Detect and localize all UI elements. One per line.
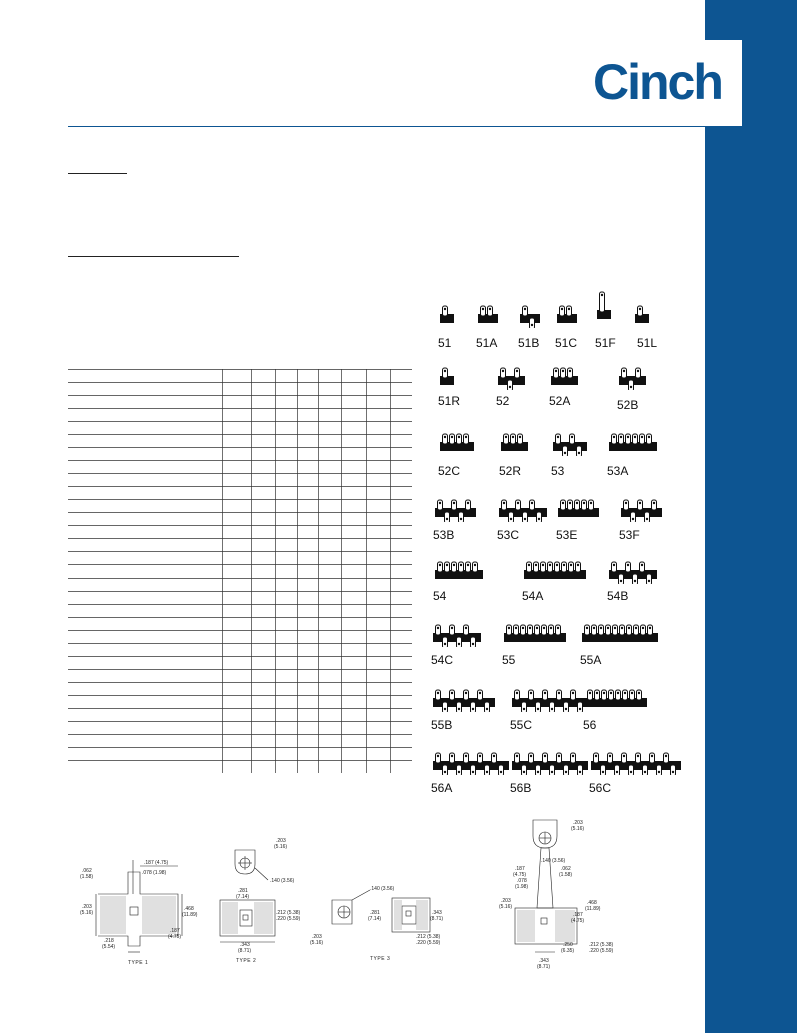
terminal-strip-icon — [431, 619, 483, 647]
terminal-strip-icon — [431, 684, 497, 712]
part-number-label: 52B — [617, 398, 639, 412]
part-number-label: 53F — [619, 528, 640, 542]
terminal-strip-part — [583, 684, 649, 717]
terminal-strip-icon — [549, 362, 580, 390]
part-number-label: 55 — [502, 653, 516, 667]
terminal-strip-icon — [502, 619, 568, 647]
terminal-strip-icon — [583, 684, 649, 712]
dimension-label: .203 — [501, 898, 511, 904]
terminal-strip-icon — [433, 556, 485, 584]
dimension-label: (1.58) — [80, 874, 94, 880]
drawing-caption: TYPE 1 — [128, 960, 149, 966]
part-number-label: 56B — [510, 781, 532, 795]
part-number-label: 52A — [549, 394, 571, 408]
terminal-strip-icon — [497, 494, 549, 522]
logo-box — [585, 40, 742, 126]
part-number-label: 51F — [595, 336, 616, 350]
part-number-label: 51L — [637, 336, 658, 350]
part-number-label: 51A — [476, 336, 498, 350]
dimension-label: .062 — [82, 868, 92, 874]
terminal-strip-icon — [607, 428, 659, 456]
dimension-label: .220 (5.59) — [416, 940, 441, 946]
terminal-strip-part — [502, 619, 568, 652]
dimension-label: .187 — [515, 866, 525, 872]
terminal-strip-icon — [510, 684, 590, 712]
part-number-label: 55A — [580, 653, 602, 667]
part-number-label: 51C — [555, 336, 578, 350]
terminal-strip-part — [580, 619, 660, 652]
part-number-label: 52 — [496, 394, 510, 408]
terminal-strip-icon — [431, 747, 511, 775]
part-number-label: 54 — [433, 589, 447, 603]
terminal-strip-part — [556, 494, 601, 527]
part-number-label: 54B — [607, 589, 629, 603]
dimension-label: .212 (5.38) — [276, 910, 301, 916]
terminal-strip-icon — [438, 300, 456, 328]
dimension-label: .203 — [312, 934, 322, 940]
section-heading-underline — [68, 173, 127, 174]
dimension-label: .140 (3.56) — [541, 858, 566, 864]
header-rule — [68, 126, 705, 127]
part-number-label: 53B — [433, 528, 455, 542]
part-number-label: 52R — [499, 464, 522, 478]
part-number-label: 56 — [583, 718, 597, 732]
terminal-strip-part — [431, 684, 497, 717]
dimension-label: (5.16) — [274, 844, 288, 850]
terminal-strip-part — [510, 747, 590, 780]
terminal-strip-icon — [619, 494, 664, 522]
dimension-label: .468 — [587, 900, 597, 906]
part-number-label: 55C — [510, 718, 533, 732]
dimension-label: (5.54) — [102, 944, 116, 950]
drawing-caption: TYPE 3 — [370, 956, 391, 962]
dimension-label: .220 (5.59) — [589, 948, 614, 954]
dimension-label: .343 — [432, 910, 442, 916]
terminal-strip-icon — [633, 300, 651, 328]
dimension-label: .212 (5.38) — [589, 942, 614, 948]
dimension-label: (7.14) — [236, 894, 250, 900]
dimension-label: (4.75) — [168, 934, 182, 940]
dimension-label: .078 (1.98) — [142, 870, 167, 876]
dimension-label: .203 — [82, 904, 92, 910]
terminal-strip-icon — [589, 747, 683, 775]
terminal-strip-part — [438, 362, 456, 395]
dimension-label: .220 (5.59) — [276, 916, 301, 922]
terminal-strip-part — [551, 428, 589, 461]
type-3-drawing — [310, 880, 460, 965]
part-number-label: 51R — [438, 394, 461, 408]
dimension-label: .218 — [104, 938, 114, 944]
terminal-strip-part — [607, 428, 659, 461]
drawing-caption: TYPE 2 — [236, 958, 257, 964]
dimension-label: (8.71) — [430, 916, 444, 922]
terminal-strip-icon — [518, 300, 542, 328]
terminal-strip-icon — [551, 428, 589, 456]
dimension-label: .140 (3.56) — [270, 878, 295, 884]
terminal-strip-icon — [496, 362, 527, 390]
part-number-label: 56C — [589, 781, 612, 795]
dimension-label: .212 (5.38) — [416, 934, 441, 940]
terminal-strip-part — [518, 300, 542, 333]
cinch-logo: Cinch — [593, 54, 722, 110]
terminal-strip-part — [595, 288, 613, 333]
part-number-label: 51 — [438, 336, 452, 350]
terminal-strip-part — [607, 556, 659, 589]
dimension-label: .140 (3.56) — [370, 886, 395, 892]
dimension-label: (4.75) — [513, 872, 527, 878]
part-number-label: 53C — [497, 528, 520, 542]
terminal-strip-part — [433, 556, 485, 589]
dimension-label: (8.71) — [238, 948, 252, 954]
terminal-strip-part — [497, 494, 549, 527]
terminal-strip-icon — [438, 362, 456, 390]
terminal-strip-icon — [556, 494, 601, 522]
dimension-label: (4.75) — [571, 918, 585, 924]
section-heading-underline — [68, 256, 239, 257]
dimension-label: (5.16) — [499, 904, 513, 910]
dimension-label: .343 — [240, 942, 250, 948]
dimension-label: .062 — [561, 866, 571, 872]
terminal-strip-icon — [607, 556, 659, 584]
dimension-label: (1.98) — [515, 884, 529, 890]
terminal-strip-part — [522, 556, 588, 589]
terminal-strip-part — [589, 747, 683, 780]
dimension-label: .203 — [276, 838, 286, 844]
type-2-drawing — [210, 830, 310, 965]
type-4-drawing — [495, 812, 620, 972]
dimension-label: .250 — [563, 942, 573, 948]
dimension-label: .187 — [573, 912, 583, 918]
dimension-label: .078 — [517, 878, 527, 884]
terminal-strip-part — [431, 747, 511, 780]
part-number-label: 56A — [431, 781, 453, 795]
type-1-drawing — [78, 852, 198, 967]
dimension-label: (11.89) — [182, 912, 198, 918]
part-number-label: 55B — [431, 718, 453, 732]
terminal-strip-icon — [438, 428, 476, 456]
brand-side-band — [705, 0, 797, 1033]
terminal-strip-part — [476, 300, 500, 333]
dimension-label: (1.58) — [559, 872, 573, 878]
part-number-label: 53A — [607, 464, 629, 478]
terminal-strip-icon — [617, 362, 648, 390]
terminal-strip-part — [499, 428, 530, 461]
spec-table-grid — [68, 369, 412, 773]
dimension-label: .343 — [539, 958, 549, 964]
dimension-label: (5.16) — [310, 940, 324, 946]
terminal-strip-icon — [499, 428, 530, 456]
part-number-label: 54C — [431, 653, 454, 667]
dimension-label: .187 — [170, 928, 180, 934]
terminal-strip-icon — [522, 556, 588, 584]
terminal-strip-icon — [433, 494, 478, 522]
terminal-strip-part — [433, 494, 478, 527]
part-number-label: 52C — [438, 464, 461, 478]
dimension-label: .468 — [184, 906, 194, 912]
terminal-strip-icon — [555, 300, 579, 328]
terminal-strip-icon — [510, 747, 590, 775]
dimension-label: (5.16) — [571, 826, 585, 832]
terminal-strip-part — [555, 300, 579, 333]
part-number-label: 53 — [551, 464, 565, 478]
part-number-label: 51B — [518, 336, 540, 350]
dimension-label: (8.71) — [537, 964, 551, 970]
terminal-strip-part — [438, 300, 456, 333]
terminal-strip-part — [510, 684, 590, 717]
dimension-label: (11.89) — [585, 906, 601, 912]
terminal-strip-icon — [580, 619, 660, 647]
dimension-label: .281 — [370, 910, 380, 916]
terminal-strip-part — [438, 428, 476, 461]
dimension-label: .281 — [238, 888, 248, 894]
dimension-label: .187 (4.75) — [144, 860, 169, 866]
terminal-strip-part — [431, 619, 483, 652]
dimension-label: .203 — [573, 820, 583, 826]
part-number-label: 54A — [522, 589, 544, 603]
dimension-label: (5.16) — [80, 910, 94, 916]
dimension-label: (7.14) — [368, 916, 382, 922]
terminal-strip-part — [496, 362, 527, 395]
terminal-strip-part — [633, 300, 651, 333]
terminal-strip-part — [549, 362, 580, 395]
dimension-label: (6.35) — [561, 948, 575, 954]
terminal-strip-icon — [595, 288, 613, 328]
terminal-strip-part — [617, 362, 648, 395]
terminal-strip-icon — [476, 300, 500, 328]
terminal-strip-part — [619, 494, 664, 527]
part-number-label: 53E — [556, 528, 578, 542]
